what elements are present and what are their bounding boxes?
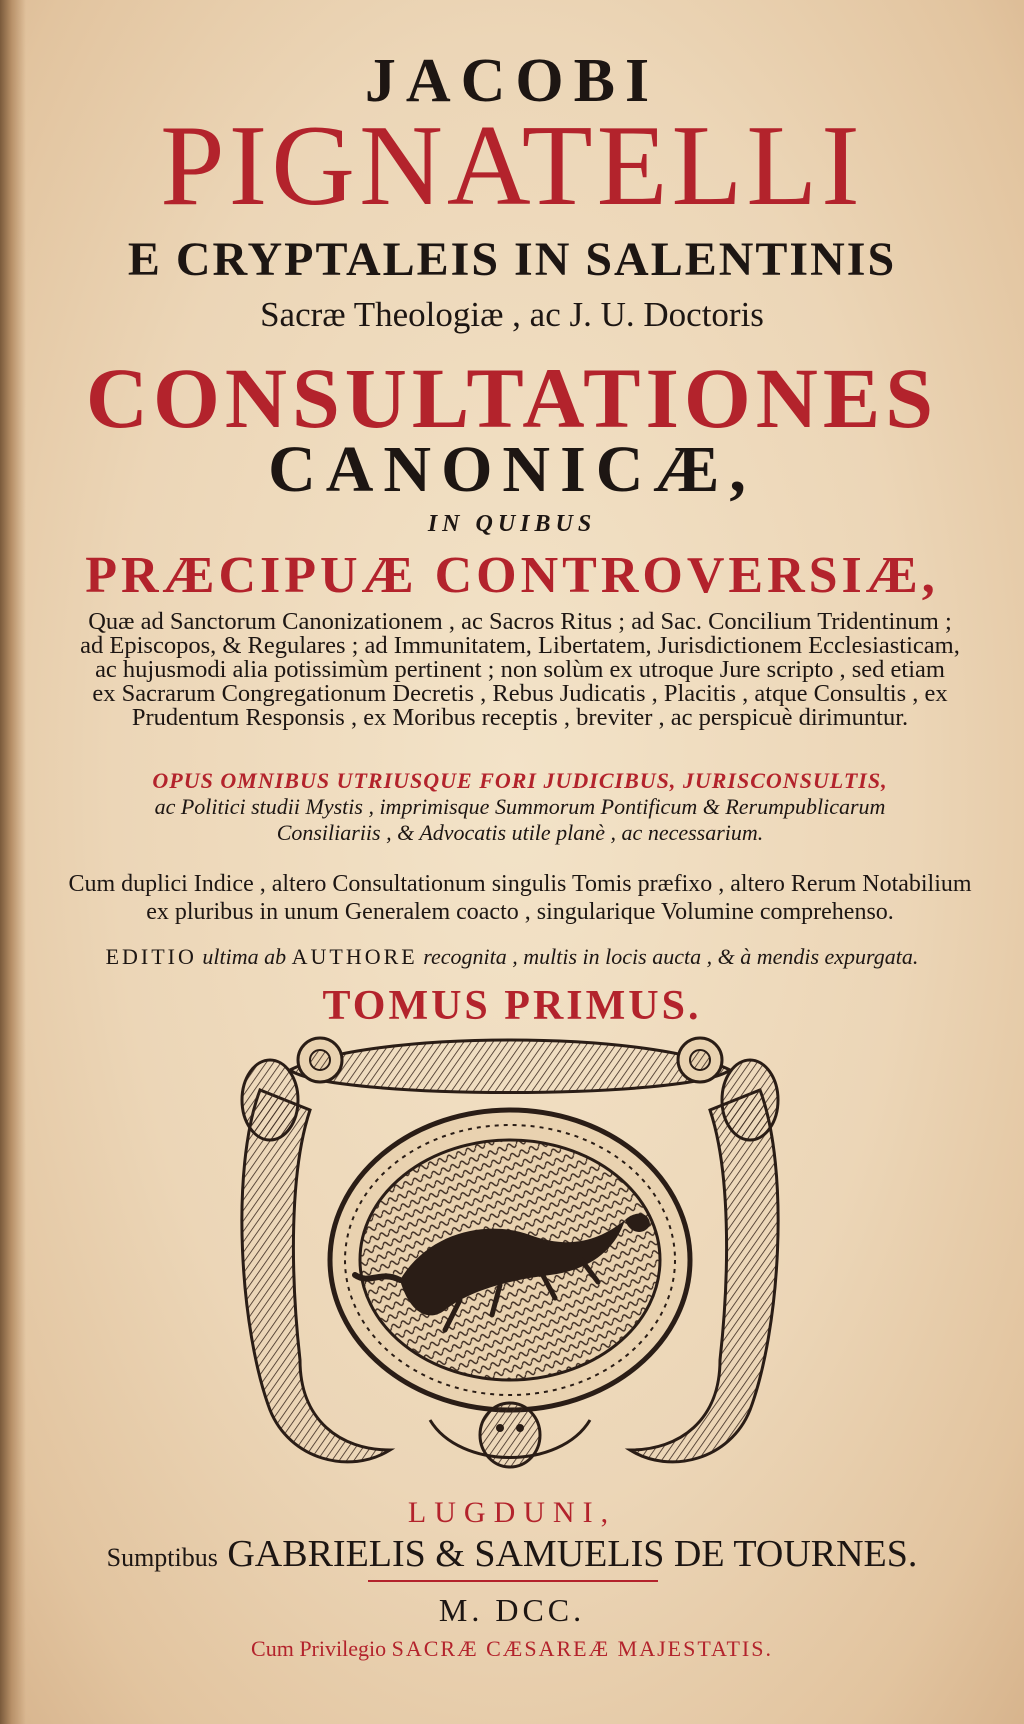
index-line: Cum duplici Indice , altero Consultationum singulis Tomis præfixo , altero Rerum Notabilium <box>68 871 972 897</box>
sumptibus-label: Sumptibus <box>106 1543 218 1572</box>
controversiae-heading: PRÆCIPUÆ CONTROVERSIÆ, <box>85 547 939 604</box>
privilege-majesty: SACRÆ CÆSAREÆ MAJESTATIS. <box>391 1636 773 1661</box>
imprint-year: M. DCC. <box>438 1592 586 1628</box>
description-line: ex Sacrarum Congregationum Decretis , Rebus Judicatis , Placitis , atque Consultis , ex <box>92 680 948 707</box>
author-first-name: JACOBI <box>364 47 660 115</box>
opus-paragraph <box>60 768 980 846</box>
author-degree: Sacræ Theologiæ , ac J. U. Doctoris <box>260 295 764 334</box>
imprint-publisher <box>0 1532 1024 1576</box>
volume-label: TOMUS PRIMUS. <box>322 983 702 1029</box>
description-line: ac hujusmodi alia potissimùm pertinent ; non solùm ex utroque Jure scripto , sed etiam <box>95 656 945 683</box>
edition-text-rest: recognita , multis in locis aucta , & à mendis expurgata. <box>423 944 919 969</box>
description-line: Quæ ad Sanctorum Canonizationem , ac Sacros Ritus ; ad Sac. Concilium Tridentinum ; <box>88 608 952 635</box>
printers-device-woodcut-salamander-icon <box>230 1030 790 1480</box>
imprint-divider <box>368 1580 658 1582</box>
author-last-name: PIGNATELLI <box>160 102 864 230</box>
edition-text: ultima ab <box>202 944 287 969</box>
work-title-line1: CONSULTATIONES <box>85 350 939 446</box>
edition-word: EDITIO <box>105 944 197 969</box>
publisher-names: GABRIELIS & SAMUELIS DE TOURNES. <box>227 1533 918 1575</box>
index-paragraph <box>60 870 980 926</box>
opus-line: Consiliariis , & Advocatis utile planè , ac necessarium. <box>276 820 764 845</box>
privilege-note <box>0 1636 1024 1662</box>
index-line: ex pluribus in unum Generalem coacto , singularique Volumine comprehenso. <box>146 899 894 925</box>
description-line: Prudentum Responsis , ex Moribus receptis , breviter , ac perspicuè dirimuntur. <box>131 704 909 731</box>
author-word: AUTHORE <box>291 944 418 969</box>
opus-line: OPUS OMNIBUS UTRIUSQUE FORI JUDICIBUS, JURISCONSULTIS, <box>152 768 888 793</box>
privilege-prefix: Cum Privilegio <box>251 1636 387 1661</box>
author-origin: E CRYPTALEIS IN SALENTINIS <box>127 233 897 286</box>
description-paragraph <box>60 610 980 730</box>
in-quibus: IN QUIBUS <box>427 511 597 537</box>
imprint-place: LUGDUNI, <box>407 1496 617 1529</box>
opus-line: ac Politici studii Mystis , imprimisque Summorum Pontificum & Rerumpublicarum <box>154 794 886 819</box>
edition-note <box>0 944 1024 970</box>
description-line: ad Episcopos, & Regulares ; ad Immunitatem, Libertatem, Jurisdictionem Ecclesiasticam, <box>80 632 960 659</box>
work-title-line2: CANONICÆ, <box>268 433 756 506</box>
